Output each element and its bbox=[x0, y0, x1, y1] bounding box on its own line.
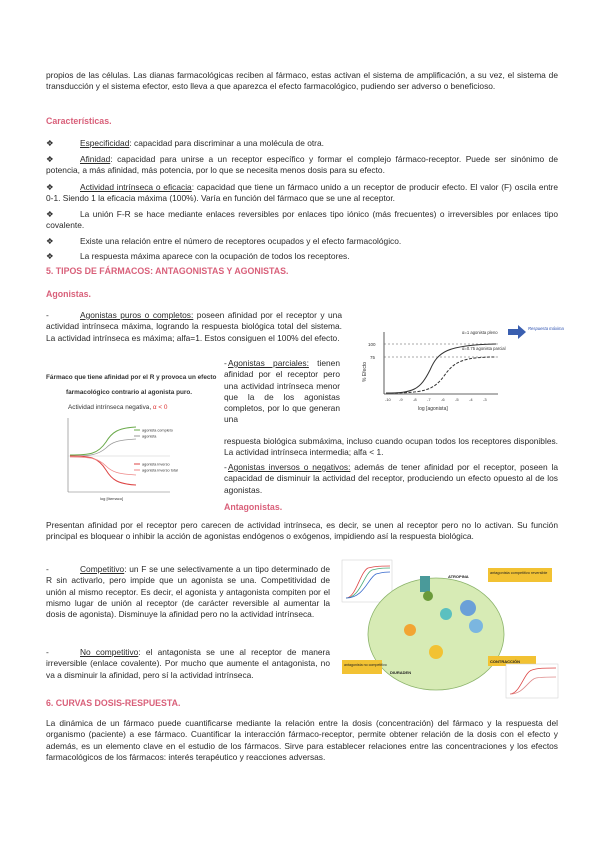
bullet-icon: ❖ bbox=[46, 236, 54, 246]
dash: - bbox=[46, 564, 49, 574]
svg-text:agonista: agonista bbox=[142, 434, 157, 439]
agonistas-parciales: Agonistas parciales: tienen afinidad por el receptor pero una actividad intrínseca menor que la de los agonistas completos, por lo que generan una bbox=[224, 358, 340, 425]
svg-text:-4: -4 bbox=[469, 397, 473, 402]
bullet-icon: ❖ bbox=[46, 209, 54, 219]
antagonistas-heading: Antagonistas. bbox=[224, 502, 283, 512]
char-item-1: Especificidad: capacidad para discriminar a una molécula de otra. bbox=[80, 138, 324, 148]
svg-text:ATROPINA: ATROPINA bbox=[448, 574, 469, 579]
svg-text:agonista completo: agonista completo bbox=[142, 428, 173, 433]
agonistas-parciales-cont: respuesta biológica submáxima, incluso cuando ocupan todos los receptores disponibles. La actividad intrínseca intermedia; alfa < 1. bbox=[224, 436, 558, 458]
svg-text:DIURADEN: DIURADEN bbox=[390, 670, 412, 675]
bullet-icon: ❖ bbox=[46, 138, 54, 148]
arrow-label: Respuesta máxima bbox=[528, 326, 564, 331]
antagonista-no-competitivo: No competitivo: el antagonista se une al receptor de manera irreversible (enlace covalente). Por mucho que aumente el antagonista, no va a disminuir la afinidad, pero sí la actividad intrínseca. bbox=[46, 647, 331, 680]
antagonist-diagram bbox=[338, 560, 560, 698]
dash: - bbox=[46, 310, 49, 320]
svg-text:antagonista no competitivo: antagonista no competitivo bbox=[344, 663, 387, 667]
caracteristicas-heading: Características. bbox=[46, 116, 112, 126]
section-6-heading: 6. CURVAS DOSIS-RESPUESTA. bbox=[46, 698, 181, 708]
agonistas-heading: Agonistas. bbox=[46, 289, 91, 299]
agonistas-puros: Agonistas puros o completos: poseen afinidad por el receptor y una actividad intrínseca máxima, logrando la respuesta biológica total del sistema. La actividad intrínseca es máxima; alfa=1. Estos consiguen el 100% del efecto. bbox=[46, 310, 342, 343]
svg-text:-9: -9 bbox=[399, 397, 403, 402]
intro-paragraph: propios de las células. Las dianas farmacológicas reciben al fármaco, estas activan el sistema de amplificación, a su vez, el sistema de transducción y el sistema efector, esto lleva a que aparezca el efecto farmacológico, pudiendo ser adverso o beneficioso. bbox=[46, 70, 558, 92]
dose-response-figure bbox=[358, 312, 564, 422]
svg-text:antagonista competitivo revers: antagonista competitivo reversible bbox=[490, 571, 548, 575]
svg-text:-6: -6 bbox=[441, 397, 445, 402]
char-item-2: Afinidad: capacidad para unirse a un receptor específico y formar el complejo fármaco-receptor. Puede ser sinónimo de potencia, a más afinidad, más potencia, por lo que se necesita menos dosis para su efecto. bbox=[46, 154, 558, 176]
inverse-agonist-figure bbox=[60, 414, 190, 504]
ytick-100: 100 bbox=[368, 342, 376, 347]
xlabel: log [agonista] bbox=[418, 406, 448, 412]
antagonistas-intro: Presentan afinidad por el receptor pero carecen de actividad intrínseca, es decir, se unen al receptor pero no lo activan. Su función principal es bloquear o inhibir la acción de agonistas endógenos o exógenos, impidiendo así la respuesta biológica. bbox=[46, 520, 558, 542]
bullet-icon: ❖ bbox=[46, 154, 54, 164]
agonistas-inversos: Agonistas inversos o negativos: además de tener afinidad por el receptor, poseen la capacidad de disminuir la actividad del receptor, produciendo un efecto opuesto al de los agonistas. bbox=[224, 462, 558, 495]
bullet-icon: ❖ bbox=[46, 182, 54, 192]
svg-text:CONTRACCIÓN: CONTRACCIÓN bbox=[490, 659, 520, 664]
section-5-heading: 5. TIPOS DE FÁRMACOS: ANTAGONISTAS Y AGONISTAS. bbox=[46, 266, 289, 276]
label-full: α=1 agonista pleno bbox=[462, 330, 498, 335]
char-item-6: La respuesta máxima aparece con la ocupación de todos los receptores. bbox=[80, 251, 350, 261]
svg-text:-5: -5 bbox=[455, 397, 459, 402]
ytick-75: 75 bbox=[370, 355, 376, 360]
svg-text:agonista inverso total: agonista inverso total bbox=[142, 468, 178, 473]
fig-left-caption2: farmacológico contrario al agonista puro. bbox=[66, 389, 193, 396]
char-item-3: Actividad intrínseca o eficacia: capacidad que tiene un fármaco unido a un receptor de producir efecto. El valor (F) oscila entre 0-1. Siendo 1 la eficacia máxima (100%). Varía en función del fármaco que se une al receptor. bbox=[46, 182, 559, 204]
svg-text:log [fármaco]: log [fármaco] bbox=[100, 496, 124, 501]
bullet-icon: ❖ bbox=[46, 251, 54, 261]
dash: - bbox=[224, 462, 227, 472]
fig-left-caption3: Actividad intrínseca negativa, α < 0 bbox=[68, 404, 168, 411]
dash: - bbox=[224, 358, 227, 368]
ylabel: % Efecto bbox=[362, 361, 368, 382]
svg-text:-8: -8 bbox=[413, 397, 417, 402]
label-partial: α=0.75 agonista parcial bbox=[462, 346, 506, 351]
svg-text:-7: -7 bbox=[427, 397, 431, 402]
dash: - bbox=[46, 647, 49, 657]
curvas-paragraph: La dinámica de un fármaco puede cuantificarse mediante la relación entre la dosis (concentración) del fármaco y la respuesta del organismo (paciente) a ese fármaco. Cuantificar la interacción fármaco-receptor, permite obtener relación de la dosis con el efecto y además, es un elemento clave en el estudio de los fármacos. Sirve para establecer relaciones entre las concentraciones y los efectos farmacológicos de los fármacos: interés terapéutico y reacciones adversas. bbox=[46, 718, 558, 762]
fig-left-caption1: Fármaco que tiene afinidad por el R y provoca un efecto bbox=[46, 374, 217, 381]
char-item-5: Existe una relación entre el número de receptores ocupados y el efecto farmacológico. bbox=[80, 236, 402, 246]
svg-text:-10: -10 bbox=[385, 397, 391, 402]
svg-text:agonista inverso: agonista inverso bbox=[142, 462, 170, 467]
char-item-4: La unión F-R se hace mediante enlaces reversibles por enlaces tipo iónico (más frecuentes) o irreversibles por enlaces tipo covalente. bbox=[46, 209, 558, 231]
antagonista-competitivo: Competitivo: un F se une selectivamente a un tipo determinado de R sin activarlo, pero impide que un agonista se una. Competitividad de unión al mismo receptor. Es decir, el agonista y antagonista compiten por el mismo lugar de unión al receptor (de carácter reversible al aumentar la dosis de agonista). Disminuye la afinidad pero no la actividad intrínseca. bbox=[46, 564, 330, 620]
svg-text:-3: -3 bbox=[483, 397, 487, 402]
